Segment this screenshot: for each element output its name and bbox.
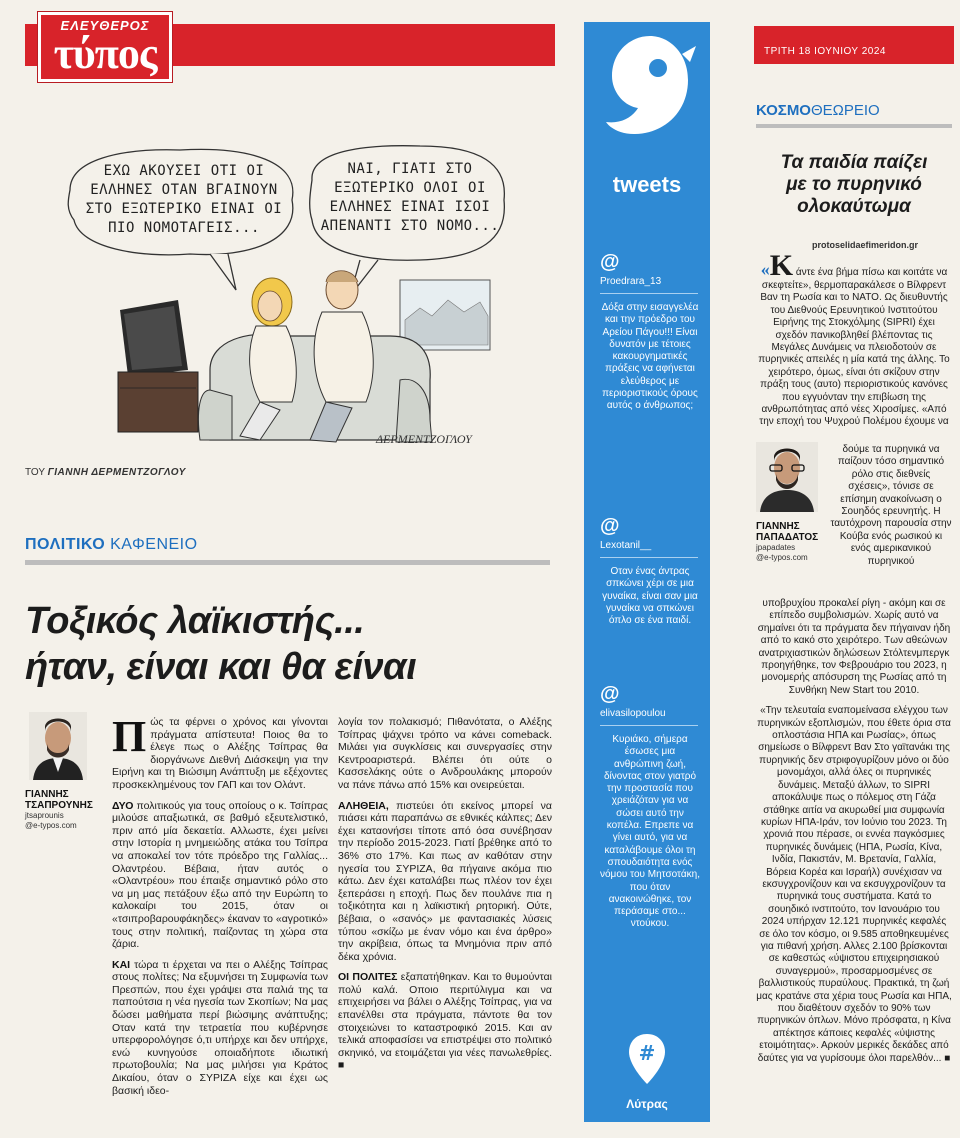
section-divider: [756, 124, 952, 128]
date-bar: [754, 26, 954, 64]
paragraph-1-text: ώς τα φέρνει ο χρόνος και γίνονται πράγματα απίστευτα! Ποιος θα το έλεγε πως ο Αλέξης Τσίπρας θα διοργάνωνε Διεθνή Διάσκεψη για την Ειρήνη και τη Βιώσιμη Ανάπτυξη με εξέχοντες προσκεκλημένους τον ΓΑΠ και τον Ολάντ.: [112, 716, 328, 791]
paragraph-3-lead: ΚΑΙ: [112, 958, 131, 971]
cartoon-byline: [25, 467, 186, 478]
author-handle: jpapadates: [756, 543, 796, 552]
cartoon-illustration: [60, 140, 510, 460]
right-paragraph-1c: υποβρυχίου προκαλεί ρίγη - ακόμη και σε επίπεδο συμβολισμών. Χωρίς αυτό να σημαίνει ότι τα πράγματα δεν πήγαιναν ήδη από το κακό στο χειρότερο. Των αθεώνων ανατριχιαστικών δηλώσεων Στόλτενμπεργκ προηγήθηκε, τον Φεβρουάριο του 2023, η μονομερής απόσυρση της Ρωσίας από τη Συνθήκη New Start του 2010.: [757, 598, 951, 696]
svg-text:#: #: [638, 1041, 656, 1065]
paragraph-5-lead: ΑΛΗΘΕΙΑ,: [338, 799, 389, 812]
section-heading-kosmotheoreio[interactable]: [756, 102, 880, 119]
paragraph-2-text: πολιτικούς για τους οποίους ο κ. Τσίπρας μιλούσε απαξιωτικά, σε βαθμό εξευτελιστικό, πριν από μία δεκαετία. Αλλωστε, έχει μείνει στην Ιστορία η μνημειώδης ατάκα του Τσίπρα να αποκαλεί τον τότε πρόεδρο της Γαλλίας... Ολαντρέου. Βέβαια, ήταν αυτός ο «Ολαντρέου» που έπαιξε σημαντικό ρόλο στο να μη μας πετάξουν έξω από την Ευρώπη το καλοκαίρι του 2015, όταν οι «τσιπροβαρουφάκηδες» έκαναν το «αγροτικό» τους στην πολιτική, παίζοντας τη χώρα στα ζάρια.: [112, 799, 328, 951]
author-photo: [29, 712, 87, 780]
right-paragraph-1a: άντε ένα βήμα πίσω και κοιτάτε να σκεφτείτε», θερμοπαρακάλεσε ο Βίλφρεντ Βαν τη Ρωσία και το ΝΑΤΟ. Ως διευθυντής του Διεθνούς Ερευνητικού Ινστιτούτου Ειρήνης της Στοκχόλμης (SIPRI) έχει σχεδόν πανικοβληθεί βλέποντας τις Μεγάλες Δυνάμεις να πλειοδοτούν σε πυρηνικές απειλές η μία κατά της άλλης. Το χειρότερο, όμως, είναι ότι σκίζουν στην πράξη τους (αυτο) περιοριστικούς κανόνες που εγγυόνταν την επιβίωση της ανθρωπότητας από νέες Χιροσίμες. «Από την εποχή του Ψυχρού Πολέμου έχουμε να: [758, 267, 950, 428]
title-line-3: ολοκαύτωμα: [797, 196, 911, 217]
author-name-first: ΓΙΑΝΝΗΣ: [25, 789, 69, 800]
title-line-1: Τα παιδία παίζει: [780, 152, 928, 173]
byline-name: ΓΙΑΝΝΗ ΔΕΡΜΕΝΤΖΟΓΛΟΥ: [47, 467, 186, 478]
right-article-title[interactable]: [756, 152, 952, 218]
section-divider: [25, 560, 550, 565]
paragraph-2-lead: ΔΥΟ: [112, 799, 134, 812]
at-icon: @: [600, 251, 620, 273]
tweet-handle[interactable]: Proedrara_13: [600, 276, 662, 287]
paragraph-3-text: τώρα τι έρχεται να πει ο Αλέξης Τσίπρας στους πολίτες; Να εξυμνήσει τη Συμφωνία των Πρεσπών, που έχει γράψει στα παλιά της τα παπούτσια η νέα ηγεσία των Σκοπίων; Να μας δώσει μαθήματα περί βιώσιμης ανάπτυξης; Οταν κατά την τετραετία που κυβέρνησε υπερφορολόγησε ό,τι υπήρχε και δεν υπήρχε, ενώ κυνηγούσε οποιαδήποτε ιδιωτική πρωτοβουλία; Να μας μιλήσει για Κράτος Δικαίου, όταν ο ΣΥΡΙΖΑ είχε και έχει ως βασική ιδεο-: [112, 958, 328, 1097]
tweets-title: tweets: [612, 172, 682, 197]
tweet-divider: [600, 725, 698, 726]
tweet-handle[interactable]: Lexotanil__: [600, 540, 652, 551]
tweets-column: [584, 22, 710, 1122]
paragraph-5: [338, 800, 552, 964]
tweets-footer-signature: Λύτρας: [626, 1097, 668, 1111]
tweet-text: Δόξα στην εισαγγελέα και την πρόεδρο του Αρείου Πάγου!!! Είναι δυνατόν με τέτοιες κακουργηματικές πράξεις να αφήνεται ελεύθερος με περιοριστικούς όρους αυτός ο άνθρωπος;: [601, 302, 699, 412]
author-name-first: ΓΙΑΝΝΗΣ: [756, 521, 800, 532]
section-heading-bold: ΚΟΣΜΟ: [756, 102, 811, 119]
author-email[interactable]: @e-typos.com: [25, 821, 77, 830]
section-heading-politiko[interactable]: [25, 536, 198, 554]
watermark-text: protoselidaefimeridon.gr: [812, 240, 919, 250]
section-heading-rest: ΚΑΦΕΝΕΙΟ: [110, 536, 198, 553]
right-page-section: [744, 0, 960, 1138]
at-icon: @: [600, 683, 620, 705]
paragraph-6-text: εξαπατήθηκαν. Και το θυμούνται πολύ καλά. Οποιο περιτύλιγμα και να επιχειρήσει να βάλει ο Αλέξης Τσίπρας, για να επανέλθει στα πράγματα, πάντοτε θα τον στοιχειώνει το καταστροφικό 2015. Και αν τελικά αποφασίσει να επιστρέψει στο πολιτικό σκηνικό, να ετοιμάζεται για νέες πανωλεθρίες. ■: [338, 971, 552, 1072]
cartoon-signature: ΔΕΡΜΕΝΤΖΟΓΛΟΥ: [376, 432, 472, 446]
tweet-text: Κυριάκο, σήμερα έσωσες μια ανθρώπινη ζωή, δίνοντας στον γιατρό την προστασία που χρειάζόταν για να σώσει αυτό την κοπέλα. Επρεπε να γίνει αυτό, για να καταλάβουμε όλοι τη σπουδαιότητα ενός νόμου του Μητσοτάκη, που όταν ανακοινώθηκε, τον περάσαμε στο... ντούκου.: [600, 734, 700, 930]
cartoon-bubble-left: ΕΧΩ ΑΚΟΥΣΕΙ ΟΤΙ ΟΙ ΕΛΛΗΝΕΣ ΟΤΑΝ ΒΓΑΙΝΟΥΝ ΣΤΟ ΕΞΩΤΕΡΙΚΟ ΕΙΝΑΙ ΟΙ ΠΙΟ ΝΟΜΟΤΑΓΕΙΣ...: [85, 163, 283, 236]
right-article-body-bottom: [756, 598, 952, 1065]
issue-date: ΤΡΙΤΗ 18 ΙΟΥΝΙΟΥ 2024: [764, 46, 886, 57]
dropcap-letter: Κ: [769, 249, 794, 282]
section-heading-bold: ΠΟΛΙΤΙΚΟ: [25, 536, 106, 553]
hashtag-pin-icon: [627, 1032, 667, 1086]
author-box-papadatos: [756, 442, 826, 563]
paragraph-2: [112, 800, 328, 951]
article-column-1: [112, 712, 328, 1116]
tweet-3[interactable]: [600, 682, 700, 931]
tweet-1[interactable]: [600, 250, 700, 413]
author-box-tsaprounis: [25, 712, 105, 831]
dropcap-letter: Π: [112, 712, 147, 761]
right-paragraph-1b: δούμε τα πυρηνικά να παίζουν τόσο σημαντικό ρόλο στις διεθνείς σχέσεις», τόνισε σε επίσημη ανακοίνωση ο Σουηδός ερευνητής. Η ταυτόχρονη παρουσία στην Κούβα ενός ρωσικού κι ενός αμερικανικού πυρηνικού: [830, 444, 952, 567]
paragraph-3: [112, 959, 328, 1098]
section-heading-rest: ΘΕΩΡΕΙΟ: [810, 102, 880, 119]
right-article-body-top: [756, 249, 952, 429]
author-handle: jtsaprounis: [25, 811, 64, 820]
quote-mark-icon: «: [760, 259, 770, 279]
right-paragraph-2: «Την τελευταία εναπομείνασα ελέγχου των πυρηνικών εξοπλισμών, που έθετε όρια στα οπλοστάσια ΗΠΑ και Ρωσίας», όπως σημείωσε ο Βίλφρεντ Βαν Στο γαϊτανάκι της πυρηνικής δεν στριφογυρίζουν μόνο οι δύο μονομάχοι, αλλά όλες οι πυρηνικές δυνάμεις. Μεταξύ άλλων, το SIPRI αποκάλυψε πως ο πόλεμος στη Γάζα στάθηκε αιτία να ακυρωθεί μια συμφωνία κυρίων ΗΠΑ-Ιράν, τον Ιούνιο του 2023. Τη χρονιά που πέρασε, οι εννέα παγκόσμιες πυρηνικές δυνάμεις (ΗΠΑ, Ρωσία, Κίνα, Ινδία, Πακιστάν, Μ. Βρετανία, Γαλλία, Βόρεια Κορέα και Ισραήλ) συνέχισαν να εκσυγχρονίζουν και να εκσυγχρονίζουν τα πυρηνικά τους συστήματα. Κατά το σουηδικό ινστιτούτο, τον Ιανουάριο του 2024 υπήρχαν 12.121 πυρηνικές κεφαλές σε όλο τον κόσμο, οι 9.585 αποθηκευμένες για πιθανή χρήση. Αλλες 2.100 βρίσκονται σε καθεστώς «ύψιστου επιχειρησιακού συναγερμού», προσαρμοσμένες σε βαλλιστικούς πυραύλους. Πρακτικά, τη ζωή μας κρατάνε στα χέρια τους Ρωσία και ΗΠΑ, που διαθέτουν σχεδόν το 90% των πυρηνικών όπλων. Μόνο πρόσφατα, η Κίνα απέκτησε κάποιες κεφαλές «ύψιστης ετοιμότητας». Αρκούν μερικές δεκάδες από δαύτες για να γυρίσουμε όλοι παρελθόν... ■: [756, 705, 952, 1064]
byline-prefix: ΤΟΥ: [25, 467, 45, 478]
tweet-2[interactable]: [600, 514, 700, 627]
twitter-bird-icon: [600, 30, 696, 170]
author-name-last: ΠΑΠΑΔΑΤΟΣ: [756, 532, 819, 543]
tweet-divider: [600, 293, 698, 294]
cartoon-bubble-right: ΝΑΙ, ΓΙΑΤΙ ΣΤΟ ΕΞΩΤΕΡΙΚΟ ΟΛΟΙ ΟΙ ΕΛΛΗΝΕΣ ΕΙΝΑΙ ΙΣΟΙ ΑΠΕΝΑΝΤΙ ΣΤΟ ΝΟΜΟ...: [320, 161, 500, 234]
paragraph-6-lead: ΟΙ ΠΟΛΙΤΕΣ: [338, 971, 398, 984]
tweet-handle[interactable]: elivasilopoulou: [600, 708, 666, 719]
paragraph-5-text: πιστεύει ότι εκείνος μπορεί να πιάσει κάτι παραπάνω σε εθνικές κάλπες; Δεν έχει καταονήσει τίποτε από όσα συνέβησαν την περίοδο 2015-2023. Γιατί βρέθηκε από το 36% στο 17%. Και πως αν καθόταν στην ηγεσία του ΣΥΡΙΖΑ, θα πήγαινε ακόμα πιο κάτω. Δεν έχει καταλάβει πως πλέον τον έχει ξεπεράσει η εποχή. Πως δεν πουλάνε πια η τοξικότητα και η λαϊκιστική ρητορική. Ούτε, βέβαια, ο «σανός» με φαντασιακές λύσεις τύπου «σκίζω με έναν νόμο και ένα άρθρο» την ακρίβεια, όπως τα Μνημόνια πριν από δέκα χρόνια.: [338, 799, 552, 963]
tweet-text: Οταν ένας άντρας σπκώνει χέρι σε μια γυναίκα, είναι σαν μια γυναίκα να σπκώνει όπλο σε ένα παιδί.: [602, 566, 698, 627]
headline-line-2: ήταν, είναι και θα είναι: [25, 646, 417, 688]
author-name-last: ΤΣΑΠΡΟΥΝΗΣ: [25, 800, 93, 811]
author-email[interactable]: @e-typos.com: [756, 553, 808, 562]
tweet-divider: [600, 557, 698, 558]
logo-small-text: ΕΛΕΥΘΕΡΟΣ: [60, 18, 150, 33]
logo-big-text: τύπος: [53, 29, 157, 78]
author-photo: [756, 442, 818, 512]
paragraph-1: [112, 712, 328, 792]
paragraph-6: [338, 971, 552, 1072]
article-headline[interactable]: [25, 598, 555, 690]
right-article-body-wrap: [830, 444, 952, 568]
title-line-2: με το πυρηνικό: [786, 174, 922, 195]
eleftheros-typos-logo[interactable]: [38, 12, 172, 82]
headline-line-1: Τοξικός λαϊκιστής...: [25, 600, 365, 642]
paragraph-4: λογία τον πολακισμό; Πιθανότατα, ο Αλέξης Τσίπρας ψάχνει τρόπο να κάνει comeback. Μιλάει για συγκλίσεις και συνεργασίες στην Κεντροαριστερά. Βλέπει ότι ούτε ο Κασσελάκης ούτε ο Ανδρουλάκης μπορούν να πάνε πάνω από 15% και ονειρεύεται.: [338, 716, 552, 791]
article-column-2: [338, 716, 552, 1116]
at-icon: @: [600, 515, 620, 537]
